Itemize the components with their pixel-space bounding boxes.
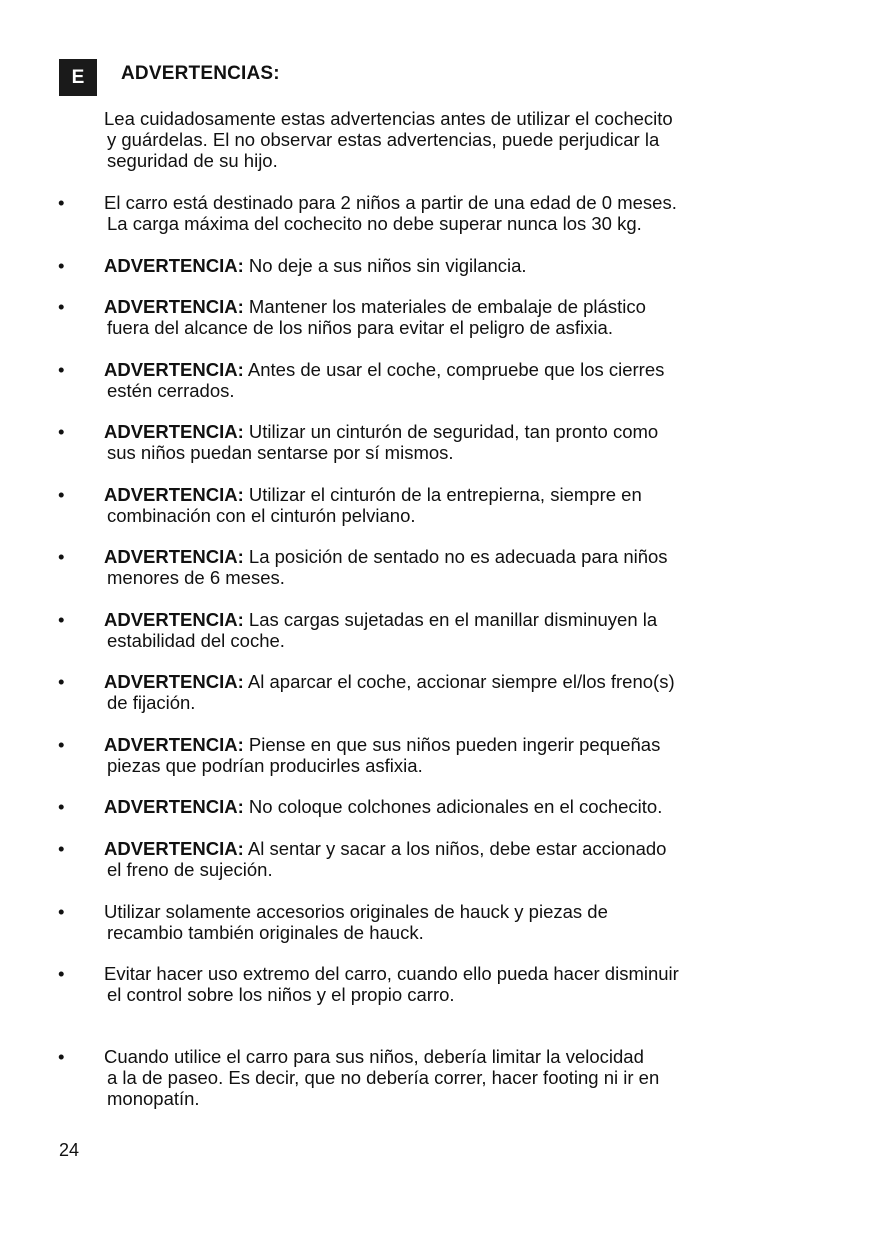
bullet-icon: •: [58, 1046, 65, 1067]
warning-label: ADVERTENCIA:: [104, 671, 244, 692]
warning-text-line: [104, 734, 804, 755]
warning-label: ADVERTENCIA:: [104, 796, 244, 817]
warning-text: [104, 796, 804, 817]
warning-body: No coloque colchones adicionales en el cochecito.: [243, 796, 663, 817]
intro-line: seguridad de su hijo.: [107, 150, 278, 171]
warning-text: [104, 671, 804, 713]
warning-text-line: fuera del alcance de los niños para evitar el peligro de asfixia.: [107, 317, 613, 338]
warning-body: Piense en que sus niños pueden ingerir pequeñas: [243, 734, 661, 755]
intro-paragraph: [104, 108, 784, 171]
warning-text: [104, 255, 804, 276]
page-heading: ADVERTENCIAS:: [121, 63, 280, 84]
warning-text-line: el freno de sujeción.: [107, 859, 273, 880]
bullet-icon: •: [58, 296, 65, 317]
section-letter-badge: E: [59, 59, 97, 96]
warning-text-line: el control sobre los niños y el propio carro.: [107, 984, 455, 1005]
warning-body: Utilizar un cinturón de seguridad, tan pronto como: [243, 421, 659, 442]
warning-text-line: [104, 255, 804, 276]
warning-label: ADVERTENCIA:: [104, 838, 244, 859]
warning-text: [104, 421, 804, 463]
warning-text-line: [104, 484, 804, 505]
warning-text-line: sus niños puedan sentarse por sí mismos.: [107, 442, 454, 463]
warning-text-line: [104, 296, 804, 317]
warning-label: ADVERTENCIA:: [104, 609, 244, 630]
warning-text: [104, 963, 804, 1005]
warning-text-line: La carga máxima del cochecito no debe superar nunca los 30 kg.: [107, 213, 642, 234]
bullet-icon: •: [58, 255, 65, 276]
bullet-icon: •: [58, 901, 65, 922]
bullet-icon: •: [58, 963, 65, 984]
warning-label: ADVERTENCIA:: [104, 484, 244, 505]
intro-line: Lea cuidadosamente estas advertencias antes de utilizar el cochecito: [104, 108, 673, 129]
bullet-icon: •: [58, 838, 65, 859]
warning-text-line: piezas que podrían producirles asfixia.: [107, 755, 423, 776]
bullet-icon: •: [58, 609, 65, 630]
warning-body: Las cargas sujetadas en el manillar disminuyen la: [243, 609, 658, 630]
warning-text-line: monopatín.: [107, 1088, 200, 1109]
warning-label: ADVERTENCIA:: [104, 359, 244, 380]
warning-label: ADVERTENCIA:: [104, 734, 244, 755]
warning-text-line: estabilidad del coche.: [107, 630, 285, 651]
bullet-icon: •: [58, 796, 65, 817]
warning-text-line: El carro está destinado para 2 niños a partir de una edad de 0 meses.: [104, 192, 677, 213]
warning-text-line: Evitar hacer uso extremo del carro, cuando ello pueda hacer disminuir: [104, 963, 679, 984]
warning-text: [104, 1046, 804, 1109]
warning-body: Antes de usar el coche, compruebe que los cierres: [243, 359, 665, 380]
warning-text: [104, 296, 804, 338]
warning-text-line: menores de 6 meses.: [107, 567, 285, 588]
warning-text-line: [104, 671, 804, 692]
bullet-icon: •: [58, 192, 65, 213]
bullet-icon: •: [58, 546, 65, 567]
warning-text: [104, 359, 804, 401]
warning-text: [104, 546, 804, 588]
warning-text-line: combinación con el cinturón pelviano.: [107, 505, 416, 526]
bullet-icon: •: [58, 359, 65, 380]
warning-text-line: Cuando utilice el carro para sus niños, debería limitar la velocidad: [104, 1046, 644, 1067]
bullet-icon: •: [58, 484, 65, 505]
warning-body: Al aparcar el coche, accionar siempre el/los freno(s): [243, 671, 675, 692]
page-number: 24: [59, 1140, 80, 1160]
warning-text: [104, 609, 804, 651]
warning-body: La posición de sentado no es adecuada para niños: [243, 546, 668, 567]
warning-text: [104, 838, 804, 880]
warning-label: ADVERTENCIA:: [104, 421, 244, 442]
warning-body: Utilizar el cinturón de la entrepierna, siempre en: [243, 484, 642, 505]
warning-text-line: [104, 359, 804, 380]
warning-text-line: [104, 796, 804, 817]
warning-text-line: [104, 609, 804, 630]
bullet-icon: •: [58, 421, 65, 442]
warning-text-line: de fijación.: [107, 692, 196, 713]
warning-label: ADVERTENCIA:: [104, 255, 244, 276]
warning-text: [104, 734, 804, 776]
warning-body: Al sentar y sacar a los niños, debe estar accionado: [243, 838, 667, 859]
bullet-icon: •: [58, 734, 65, 755]
bullet-icon: •: [58, 671, 65, 692]
warning-text-line: Utilizar solamente accesorios originales de hauck y piezas de: [104, 901, 608, 922]
warning-text-line: [104, 838, 804, 859]
warning-label: ADVERTENCIA:: [104, 546, 244, 567]
warning-text-line: recambio también originales de hauck.: [107, 922, 424, 943]
warning-text: [104, 901, 804, 943]
warning-text-line: [104, 546, 804, 567]
warning-label: ADVERTENCIA:: [104, 296, 244, 317]
intro-line: y guárdelas. El no observar estas advertencias, puede perjudicar la: [107, 129, 660, 150]
warning-body: No deje a sus niños sin vigilancia.: [243, 255, 527, 276]
warning-body: Mantener los materiales de embalaje de plástico: [243, 296, 646, 317]
warning-text-line: [104, 421, 804, 442]
warning-text-line: a la de paseo. Es decir, que no debería correr, hacer footing ni ir en: [107, 1067, 660, 1088]
warning-text: [104, 192, 804, 234]
warning-text: [104, 484, 804, 526]
warning-text-line: estén cerrados.: [107, 380, 235, 401]
